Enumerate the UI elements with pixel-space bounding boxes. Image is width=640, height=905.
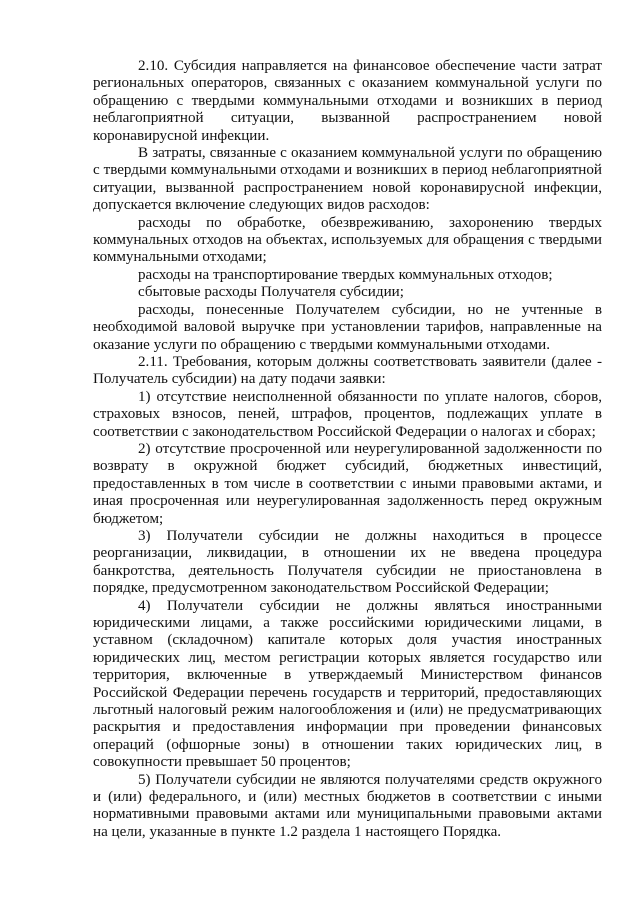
paragraph-requirement-3: 3) Получатели субсидии не должны находиться в процессе реорганизации, ликвидации, в отношении их не введена процедура банкротства, деятельность Получателя субсидии не приостановлена в порядке, предусмотренном законодательством Российской Федерации; <box>93 527 602 597</box>
paragraph-2-11: 2.11. Требования, которым должны соответствовать заявители (далее - Получатель субсидии) на дату подачи заявки: <box>93 353 602 388</box>
paragraph-expense-transport: расходы на транспортирование твердых коммунальных отходов; <box>138 266 553 283</box>
paragraph-expense-uncounted: расходы, понесенные Получателем субсидии, но не учтенные в необходимой валовой выручке при установлении тарифов, направленные на оказание услуги по обращению с твердыми коммунальными отходами. <box>93 301 602 353</box>
paragraph-expenses-intro: В затраты, связанные с оказанием коммунальной услуги по обращению с твердыми коммунальными отходами и возникших в период неблагоприятной ситуации, вызванной распространением новой коронавирусной инфекции, допускается включение следующих видов расходов: <box>93 145 602 214</box>
paragraph-requirement-2: 2) отсутствие просроченной или неурегулированной задолженности по возврату в окружной бюджет субсидий, бюджетных инвестиций, предоставленных в том числе в соответствии с иными правовыми актами, и иная просроченная или неурегулированная задолженность перед окружным бюджетом; <box>93 440 602 527</box>
paragraph-expense-sales: сбытовые расходы Получателя субсидии; <box>138 284 404 301</box>
paragraph-requirement-5: 5) Получатели субсидии не являются получателями средств окружного и (или) федерального, и (или) местных бюджетов в соответствии с иными нормативными правовыми актами или муниципальными правовыми актами на цели, указанные в пункте 1.2 раздела 1 настоящего Порядка. <box>93 771 602 840</box>
paragraph-requirement-4: 4) Получатели субсидии не должны являться иностранными юридическими лицами, а также российскими юридическими лицами, в уставном (складочном) капитале которых доля участия иностранных юридических лиц, местом регистрации которых является государство или территория, включенные в утверждаемый Министерством финансов Российской Федерации перечень государств и территорий, предоставляющих льготный налоговый режим налогообложения и (или) не предусматривающих раскрытия и предоставления информации при проведении финансовых операций (офшорные зоны) в отношении таких юридических лиц, в совокупности превышает 50 процентов; <box>93 597 602 771</box>
paragraph-requirement-1: 1) отсутствие неисполненной обязанности по уплате налогов, сборов, страховых взносов, пеней, штрафов, процентов, подлежащих уплате в соответствии с законодательством Российской Федерации о налогах и сборах; <box>93 388 602 440</box>
document-page <box>93 58 602 841</box>
paragraph-expense-processing: расходы по обработке, обезвреживанию, захоронению твердых коммунальных отходов на объектах, используемых для обращения с твердыми коммунальными отходами; <box>93 214 602 266</box>
paragraph-2-10: 2.10. Субсидия направляется на финансовое обеспечение части затрат региональных операторов, связанных с оказанием коммунальной услуги по обращению с твердыми коммунальными отходами и возникших в период неблагоприятной ситуации, вызванной распространением новой коронавирусной инфекции. <box>93 58 602 144</box>
